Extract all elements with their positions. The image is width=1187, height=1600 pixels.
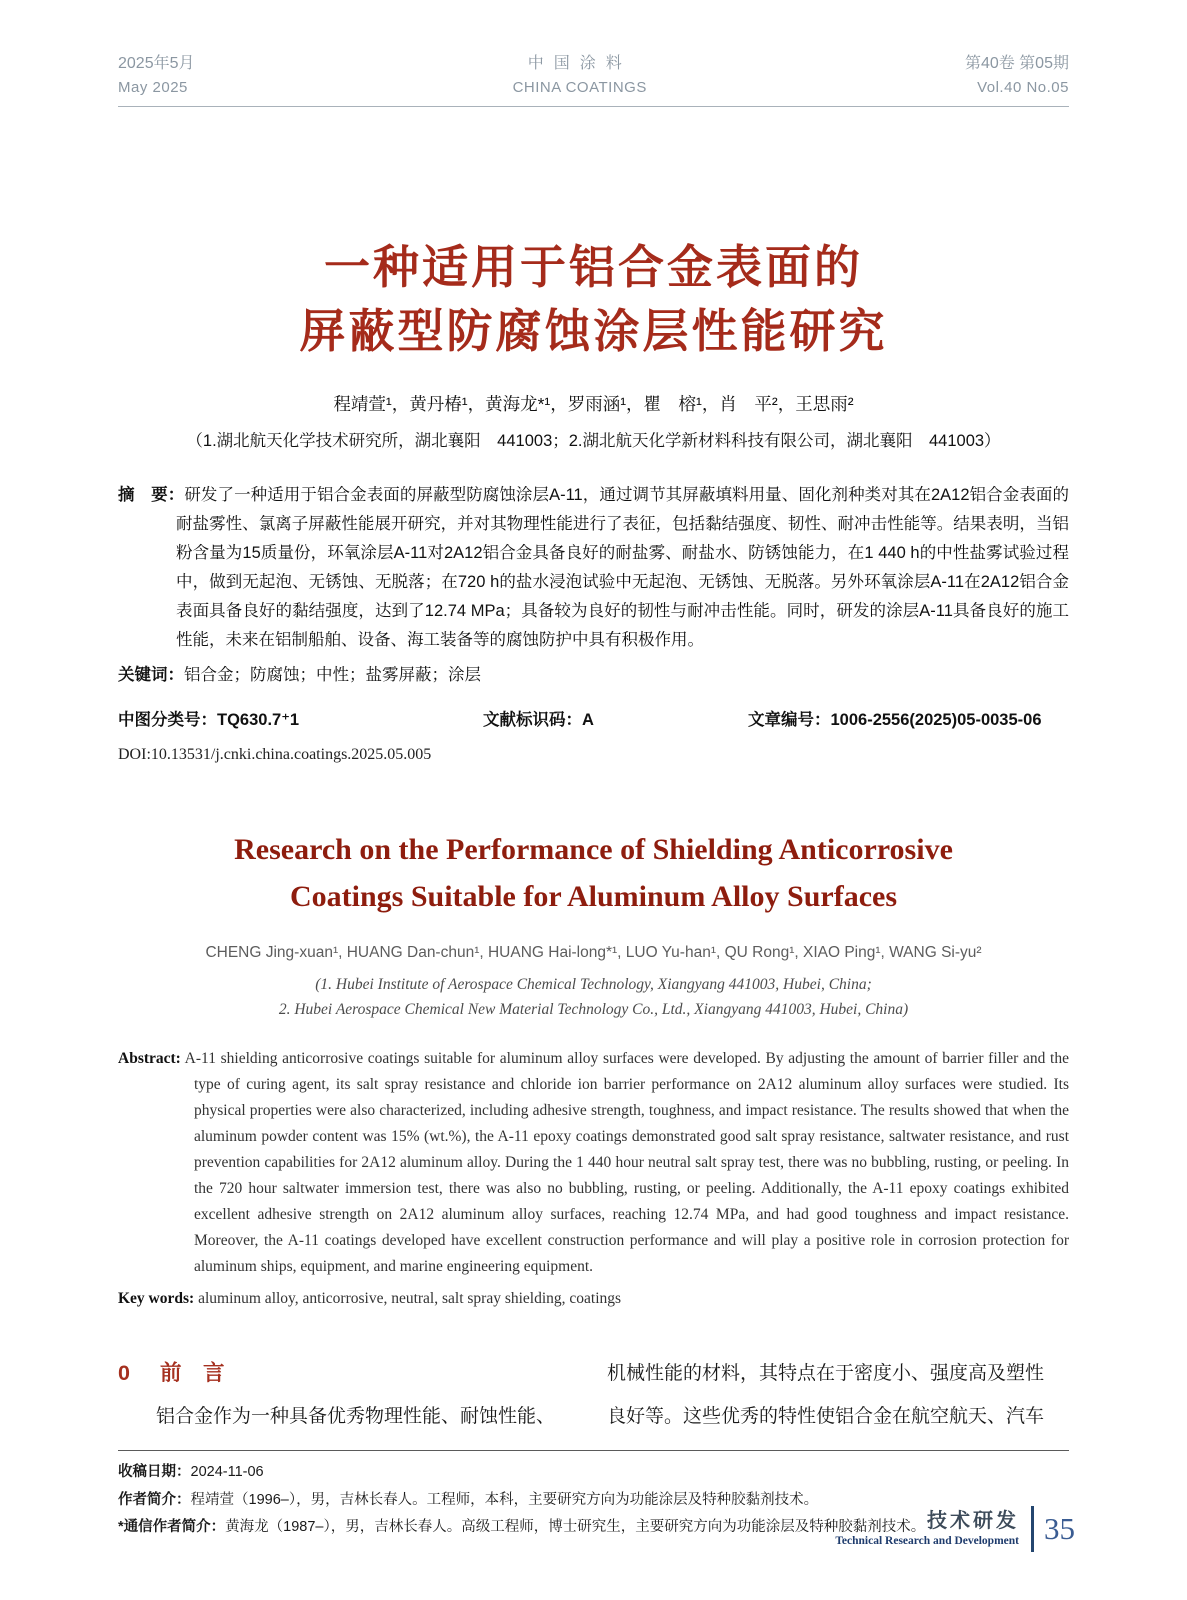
- header-issue: [965, 52, 1069, 100]
- footnote-author-bio-text: 程靖萱（1996–），男，吉林长春人。工程师，本科，主要研究方向为功能涂层及特种胶黏剂技术。: [190, 1491, 819, 1508]
- article-title-zh-line2: 屏蔽型防腐蚀涂层性能研究: [299, 305, 888, 357]
- footer-column-name: [835, 1509, 1019, 1549]
- footer-column-zh: 技术研发: [927, 1510, 1019, 1532]
- footnote-author-bio-label: 作者简介：: [118, 1491, 191, 1508]
- journal-name-zh: 中国涂料: [527, 55, 632, 72]
- header-date: [118, 52, 195, 100]
- clc-value: TQ630.7⁺1: [217, 711, 300, 729]
- article-title-en-line2: Coatings Suitable for Aluminum Alloy Surfaces: [289, 880, 898, 913]
- clc-number: [118, 706, 483, 730]
- header-date-zh: 2025年5月: [118, 55, 195, 72]
- header-rule: [118, 106, 1069, 107]
- body-columns: [118, 1352, 1069, 1438]
- affiliation-en-line2: 2. Hubei Aerospace Chemical New Material Technology Co., Ltd., Xiangyang 441003, Hubei, China): [278, 1001, 909, 1018]
- clc-label: 中图分类号：: [118, 711, 217, 729]
- page-number: 35: [1044, 1511, 1075, 1546]
- keywords-en: [118, 1286, 1069, 1312]
- article-title-en: [118, 826, 1069, 920]
- footnote-rule: [118, 1450, 1069, 1451]
- article-id-label: 文章编号：: [748, 711, 831, 729]
- section-title: 前 言: [159, 1361, 225, 1385]
- intro-paragraph-left: 铝合金作为一种具备优秀物理性能、耐蚀性能、: [156, 1406, 556, 1427]
- keywords-en-text: aluminum alloy, anticorrosive, neutral, salt spray shielding, coatings: [194, 1290, 622, 1307]
- meta-row: [118, 706, 1069, 730]
- document-code-label: 文献标识码：: [483, 711, 582, 729]
- header-issue-zh: 第40卷 第05期: [964, 55, 1069, 72]
- affiliation-en: [118, 972, 1069, 1022]
- affiliation-zh: （1.湖北航天化学技术研究所，湖北襄阳 441003；2.湖北航天化学新材料科技有限公司，湖北襄阳 441003）: [186, 432, 1001, 450]
- section-heading-introduction: [118, 1352, 579, 1395]
- footnote-corresponding-bio-label: *通信作者简介：: [118, 1519, 226, 1535]
- header-issue-en: Vol.40 No.05: [977, 79, 1069, 96]
- header-journal-name: [513, 52, 647, 100]
- footnote-received-text: 2024-11-06: [190, 1464, 264, 1480]
- keywords-en-label: Key words:: [118, 1290, 195, 1307]
- footer-column-en: Technical Research and Development: [835, 1535, 1019, 1547]
- header-date-en: May 2025: [118, 79, 188, 96]
- journal-name-en: CHINA COATINGS: [512, 79, 647, 96]
- intro-paragraph-right-line1: 机械性能的材料，其特点在于密度小、强度高及塑性: [607, 1363, 1045, 1384]
- article-id-value: 1006-2556(2025)05-0035-06: [830, 711, 1042, 729]
- keywords-zh-text: 铝合金；防腐蚀；中性；盐雾屏蔽；涂层: [184, 666, 481, 684]
- body-column-right: [607, 1352, 1068, 1438]
- article-title-zh-line1: 一种适用于铝合金表面的: [324, 241, 863, 293]
- section-number: 0: [118, 1361, 130, 1385]
- abstract-en-label: Abstract:: [118, 1050, 181, 1067]
- journal-header: [118, 0, 1069, 100]
- keywords-zh-label: 关键词：: [118, 666, 184, 684]
- document-code: [483, 706, 748, 730]
- document-code-value: A: [582, 711, 594, 729]
- abstract-en: [118, 1046, 1069, 1280]
- article-id: [748, 706, 1042, 730]
- abstract-zh: [118, 481, 1069, 655]
- body-column-left: [118, 1352, 579, 1438]
- doi: DOI:10.13531/j.cnki.china.coatings.2025.05.005: [118, 746, 432, 763]
- footer-divider-bar: [1031, 1506, 1034, 1552]
- intro-paragraph-right-line2: 良好等。这些优秀的特性使铝合金在航空航天、汽车: [607, 1406, 1045, 1427]
- footnote-received-date: [118, 1459, 1069, 1487]
- authors-zh: 程靖萱¹，黄丹椿¹，黄海龙*¹，罗雨涵¹，瞿 榕¹，肖 平²，王思雨²: [333, 394, 854, 414]
- footnote-received-label: 收稿日期：: [118, 1464, 191, 1480]
- abstract-en-text: A-11 shielding anticorrosive coatings suitable for aluminum alloy surfaces were developed. By adjusting the amount of barrier filler and the type of curing agent, its salt spray resistance and chloride ion barrier performance on 2A12 aluminum alloy surfaces were studied. Its physical properties were also characterized, including adhesive strength, toughness, and impact resistance. The results showed that when the aluminum powder content was 15% (wt.%), the A-11 epoxy coatings demonstrated good salt spray resistance, saltwater resistance, and rust prevention capabilities for 2A12 aluminum alloy. During the 1 440 hour neutral salt spray test, there was no bubbling, rusting, or peeling. In the 720 hour saltwater immersion test, there was also no bubbling, rusting, or peeling. Additionally, the A-11 epoxy coatings exhibited excellent adhesive strength on 2A12 aluminum alloy surfaces, reaching 12.74 MPa, and had good toughness and impact resistance. Moreover, the A-11 coatings developed have excellent construction performance and will play a positive role in corrosion protection for aluminum ships, equipment, and marine engineering equipment.: [180, 1050, 1069, 1275]
- abstract-zh-text: 研发了一种适用于铝合金表面的屏蔽型防腐蚀涂层A-11，通过调节其屏蔽填料用量、固化剂种类对其在2A12铝合金表面的耐盐雾性、氯离子屏蔽性能展开研究，并对其物理性能进行了表征，包括黏结强度、韧性、耐冲击性能等。结果表明，当铝粉含量为15质量份，环氧涂层A-11对2A12铝合金具备良好的耐盐雾、耐盐水、防锈蚀能力，在1 440 h的中性盐雾试验过程中，做到无起泡、无锈蚀、无脱落；在720 h的盐水浸泡试验中无起泡、无锈蚀、无脱落。另外环氧涂层A-11在2A12铝合金表面具备良好的黏结强度，达到了12.74 MPa；具备较为良好的韧性与耐冲击性能。同时，研发的涂层A-11具备良好的施工性能，未来在铝制船舶、设备、海工装备等的腐蚀防护中具有积极作用。: [176, 486, 1069, 649]
- page-footer: [835, 1506, 1075, 1552]
- article-title-en-line1: Research on the Performance of Shielding Anticorrosive: [234, 833, 953, 866]
- authors-en: CHENG Jing-xuan¹, HUANG Dan-chun¹, HUANG Hai-long*¹, LUO Yu-han¹, QU Rong¹, XIAO Ping¹, WANG Si-yu²: [205, 944, 982, 961]
- affiliation-en-line1: (1. Hubei Institute of Aerospace Chemical Technology, Xiangyang 441003, Hubei, China;: [315, 976, 872, 993]
- footnote-corresponding-bio-text: 黄海龙（1987–），男，吉林长春人。高级工程师，博士研究生，主要研究方向为功能涂层及特种胶黏剂技术。: [225, 1519, 926, 1535]
- abstract-zh-label: 摘 要：: [118, 486, 185, 504]
- keywords-zh: [118, 661, 1069, 690]
- article-title-zh: [118, 235, 1069, 363]
